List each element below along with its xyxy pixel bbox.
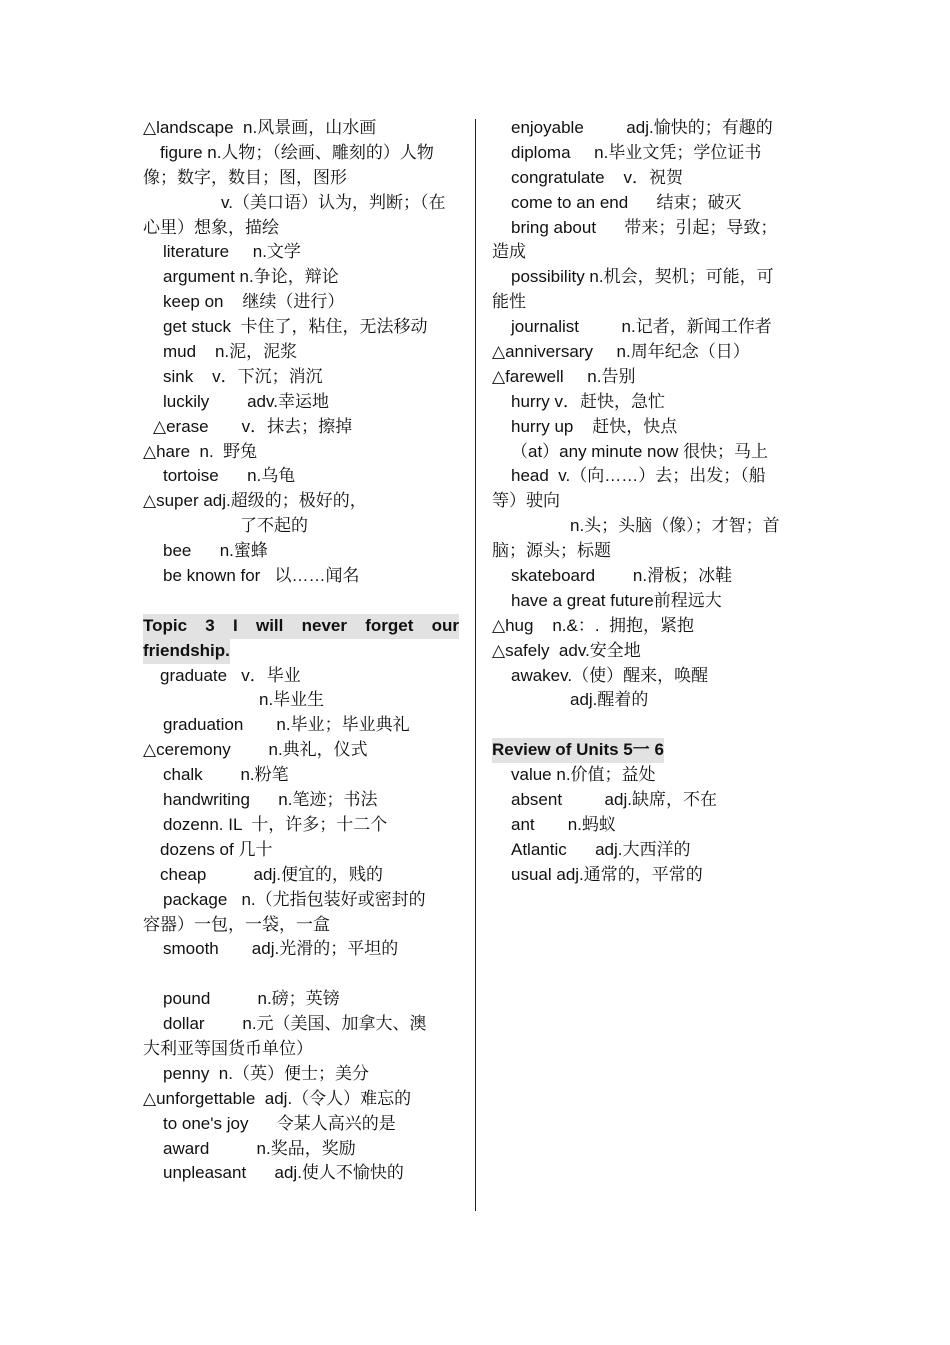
vocab-line: enjoyable adj.愉快的；有趣的 (511, 118, 773, 137)
vocab-line: △landscape n.风景画，山水画 (143, 118, 377, 137)
vocab-line: have a great future前程远大 (511, 590, 722, 610)
vocab-line: come to an end 结束；破灭 (511, 192, 742, 212)
vocab-line: 等）驶向 (492, 491, 560, 511)
vocab-line: sink v．下沉；消沉 (163, 366, 323, 386)
vocab-line: handwriting n.笔迹；书法 (163, 790, 378, 810)
vocab-line: skateboard n.滑板；冰鞋 (511, 566, 733, 586)
vocab-line: keep on 继续（进行） (163, 292, 345, 312)
vocab-line: bring about 带来；引起；导致； (511, 217, 778, 237)
vocab-line: chalk n.粉笔 (163, 765, 289, 785)
vocab-line: to one's joy 令某人高兴的是 (163, 1113, 396, 1133)
vocab-line: get stuck 卡住了，粘住，无法移动 (163, 317, 428, 337)
vocab-line: usual adj.通常的，平常的 (511, 864, 703, 884)
vocab-line: 造成 (492, 242, 526, 262)
section-heading-text: Review of Units 5一 6 (492, 738, 664, 763)
vocab-line: 心里）想象，描绘 (143, 217, 279, 237)
vocab-line: hurry up 赶快，快点 (511, 416, 678, 436)
vocab-line: smooth adj.光滑的；平坦的 (163, 939, 399, 959)
vocab-line: 脑；源头；标题 (492, 541, 611, 561)
blank-line (143, 589, 459, 614)
vocab-line: head v.（向……）去；出发；（船 (511, 466, 766, 486)
vocab-line: package n.（尤指包装好或密封的 (163, 889, 426, 909)
vocab-line: △super adj.超级的；极好的， (143, 491, 367, 511)
vocab-line: mud n.泥，泥浆 (163, 342, 298, 362)
vocab-line: unpleasant adj.使人不愉快的 (163, 1163, 404, 1183)
vocab-line: △hug n.&：. 拥抱，紧抱 (492, 615, 695, 635)
vocab-line: dozenn. IL 十，许多；十二个 (163, 814, 388, 834)
vocab-line: literature n.文学 (163, 242, 301, 262)
section-heading-text: Topic 3 I will never forget our (143, 614, 459, 639)
vocab-line: journalist n.记者，新闻工作者 (511, 317, 772, 337)
vocab-line: tortoise n.乌龟 (163, 466, 296, 486)
vocab-line: argument n.争论，辩论 (163, 267, 339, 287)
vocab-line: award n.奖品，奖励 (163, 1138, 356, 1158)
vocab-line: congratulate v．祝贺 (511, 167, 683, 187)
section-heading (492, 738, 808, 763)
vocab-line: absent adj.缺席，不在 (511, 790, 717, 810)
vocab-line: be known for 以……闻名 (163, 566, 360, 586)
vocab-line: n.头；头脑（像）；才智；首 (570, 516, 780, 536)
vocab-line: dozens of 几十 (160, 839, 273, 859)
vocab-line: v.（美口语）认为，判断；（在 (221, 192, 446, 212)
vocab-line: △unforgettable adj.（令人）难忘的 (143, 1088, 412, 1108)
vocab-line: 能性 (492, 292, 526, 312)
vocab-line: figure n.人物；（绘画、雕刻的）人物 (160, 142, 434, 162)
vocab-line: 了不起的 (240, 516, 308, 536)
vocab-line: △anniversary n.周年纪念（日） (492, 342, 750, 362)
right-column (492, 116, 808, 888)
vocab-line: possibility n.机会，契机；可能，可 (511, 267, 774, 287)
vocab-line: △erase v．抹去；擦掉 (153, 416, 353, 436)
vocab-line: adj.醒着的 (570, 690, 649, 710)
column-divider (475, 119, 476, 1211)
blank-line (492, 713, 808, 738)
section-heading-text: friendship. (143, 639, 230, 664)
vocab-line: 像；数字，数目；图，图形 (143, 167, 347, 187)
section-heading (143, 639, 459, 664)
vocab-line: △hare n. 野兔 (143, 441, 258, 461)
vocab-line: graduate v．毕业 (160, 665, 301, 685)
vocab-line: （at）any minute now 很快；马上 (511, 441, 768, 461)
vocab-line: △farewell n.告别 (492, 366, 636, 386)
vocab-line: 容器）一包，一袋，一盒 (143, 914, 330, 934)
vocab-line: dollar n.元（美国、加拿大、澳 (163, 1014, 427, 1034)
blank-line (143, 962, 459, 987)
vocab-line: bee n.蜜蜂 (163, 541, 268, 561)
vocab-line: penny n.（英）便士；美分 (163, 1063, 369, 1083)
vocab-line: hurry v．赶快，急忙 (511, 391, 665, 411)
vocab-line: luckily adv.幸运地 (163, 391, 329, 411)
vocab-line: 大利亚等国货币单位） (143, 1038, 313, 1058)
vocab-line: cheap adj.便宜的，贱的 (160, 864, 383, 884)
vocab-line: diploma n.毕业文凭；学位证书 (511, 142, 762, 162)
vocab-line: value n.价值；益处 (511, 765, 656, 785)
vocab-line: pound n.磅；英镑 (163, 989, 340, 1009)
vocab-line: Atlantic adj.大西洋的 (511, 839, 691, 859)
vocab-line: awakev.（使）醒来，唤醒 (511, 665, 709, 685)
vocab-line: graduation n.毕业；毕业典礼 (163, 715, 410, 735)
left-column (143, 116, 459, 1186)
vocab-line: n.毕业生 (259, 690, 325, 710)
section-heading (143, 614, 459, 639)
vocab-line: △ceremony n.典礼，仪式 (143, 740, 368, 760)
vocab-line: ant n.蚂蚁 (511, 814, 616, 834)
vocab-line: △safely adv.安全地 (492, 640, 641, 660)
